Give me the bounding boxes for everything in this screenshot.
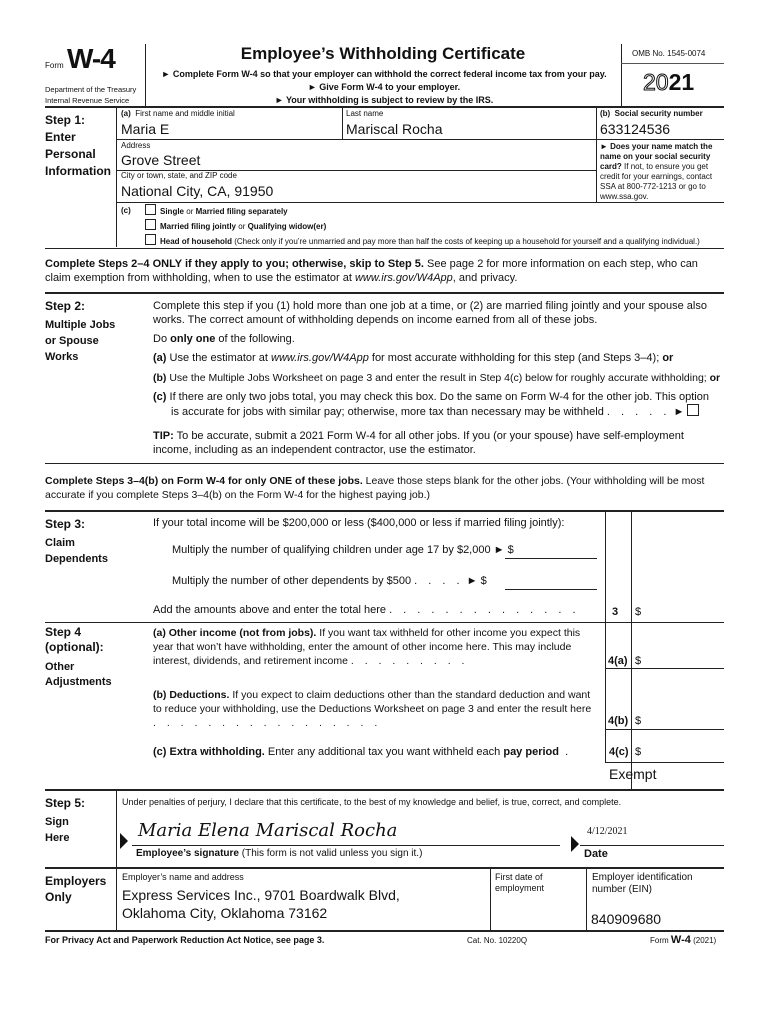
other-dependents-field[interactable] [505, 589, 597, 590]
last-name-label: Last name [346, 109, 384, 118]
signature-arrow-icon [120, 833, 128, 849]
employer-name-field[interactable]: Express Services Inc., 9701 Boardwalk Blvd, Oklahoma City, Oklahoma 73162 [122, 887, 400, 921]
step2-option-a: (a) Use the estimator at www.irs.gov/W4App for most accurate withholding for this step (and Steps 3–4); or [153, 352, 674, 364]
city-field[interactable]: National City, CA, 91950 [121, 183, 274, 199]
step2-option-b: (b) Use the Multiple Jobs Worksheet on page 3 and enter the result in Step 4(c) below for roughly accurate withholding; or [153, 372, 721, 384]
date-arrow-icon [571, 836, 579, 852]
form-number: W-4 [67, 43, 115, 74]
step4-label: Step 4 (optional): Other Adjustments [45, 625, 112, 688]
line-4c-field[interactable]: $ [635, 746, 642, 758]
address-label: Address [121, 141, 151, 150]
filing-tag: (c) [121, 206, 131, 215]
checkbox[interactable] [145, 234, 156, 245]
filing-option-single[interactable]: Single or Married filing separately [145, 204, 700, 219]
intro-steps-3-4b: Complete Steps 3–4(b) on Form W-4 for only ONE of these jobs. Leave those steps blank for the other jobs. (Your withholding will be most accurate if you complete Steps 3–4(b) on the Form W-4 for the highest paying job.) [45, 475, 705, 501]
perjury-statement: Under penalties of perjury, I declare that this certificate, to the best of my knowledge and belief, is true, correct, and complete. [122, 797, 622, 807]
step3-children: Multiply the number of qualifying children under age 17 by $2,000 ► $ [172, 544, 514, 556]
step3-other: Multiply the number of other dependents by $500 . . . . ► $ [172, 575, 487, 587]
filing-status [145, 204, 700, 249]
step2-tip: TIP: To be accurate, submit a 2021 Form W-4 for all other jobs. If you (or your spouse) have self-employment income, including as an independent contractor, use the estimator. [153, 430, 684, 456]
intro-steps-2-4: Complete Steps 2–4 ONLY if they apply to you; otherwise, skip to Step 5. See page 2 for more information on each step, who can claim exemption from withholding, when to use the estimator at www.irs.gov/W4App, and privacy. [45, 258, 698, 284]
step2-option-c: (c) If there are only two jobs total, you may check this box. Do the same on Form W-4 for the other job. This option is accurate for jobs with similar pay; otherwise, more tax than necessary may be withheld . . . . . ► [153, 391, 709, 418]
ein-field[interactable]: 840909680 [591, 911, 662, 927]
step3-intro: If your total income will be $200,000 or less ($400,000 or less if married filing jointly): [153, 517, 565, 529]
last-name-field[interactable]: Mariscal Rocha [346, 121, 443, 137]
employers-only-label: Employers Only [45, 874, 107, 904]
step4b-text: (b) Deductions. If you expect to claim deductions other than the standard deduction and want to reduce your withholding, use the Deductions Worksheet on page 3 and enter the result here . . . . . . . . . . . . . . . . . [153, 689, 592, 729]
step5-label: Step 5: Sign Here [45, 796, 86, 844]
first-name-label: (a) First name and middle initial [121, 109, 235, 118]
step1-label: Step 1: Enter Personal Information [45, 113, 111, 178]
exempt-entry[interactable]: Exempt [609, 766, 657, 782]
ssn-field[interactable]: 633124536 [600, 121, 671, 137]
first-name-field[interactable]: Maria E [121, 121, 170, 137]
first-date-label: First date of employment [495, 872, 545, 893]
line-4c-number: 4(c) [609, 746, 629, 758]
step2-label: Step 2: Multiple Jobs or Spouse Works [45, 299, 116, 363]
signature-date[interactable]: 4/12/2021 [587, 826, 628, 837]
step3-label: Step 3: Claim Dependents [45, 517, 108, 565]
line-4a-number: 4(a) [608, 655, 628, 667]
tax-year: 2021 [643, 69, 695, 95]
filing-option-head[interactable]: Head of household (Check only if you’re unmarried and pay more than half the costs of keeping up a household for yourself and a qualifying individual.) [145, 234, 700, 249]
omb-number: OMB No. 1545-0074 [632, 49, 706, 58]
department: Department of the Treasury Internal Revenue Service [45, 85, 137, 105]
step4c-text: (c) Extra withholding. Enter any additional tax you want withheld each pay period . [153, 746, 569, 758]
line-3-number: 3 [612, 606, 619, 618]
privacy-notice: For Privacy Act and Paperwork Reduction Act Notice, see page 3. [45, 935, 325, 945]
two-jobs-checkbox[interactable] [687, 404, 699, 416]
ssn-label: (b) Social security number [600, 109, 703, 118]
date-caption: Date [584, 848, 608, 860]
checkbox[interactable] [145, 219, 156, 230]
line-4a-field[interactable]: $ [635, 655, 642, 667]
signature-caption: Employee’s signature (This form is not valid unless you sign it.) [136, 848, 423, 859]
employer-name-label: Employer’s name and address [122, 872, 244, 882]
form-word: Form [45, 61, 64, 70]
employee-signature[interactable]: Maria Elena Mariscal Rocha [138, 820, 398, 841]
step4a-text: (a) Other income (not from jobs). If you want tax withheld for other income you expect this year that won’t have withholding, enter the amount of other income here. This may include interest, dividends, and retirement income . . . . . . . . . [153, 627, 581, 667]
city-label: City or town, state, and ZIP code [121, 171, 237, 180]
line-4b-field[interactable]: $ [635, 715, 642, 727]
footer-form-id: Form W-4 (2021) [650, 934, 717, 946]
step2-only-one: Do only one of the following. [153, 333, 295, 345]
line-4b-number: 4(b) [608, 715, 629, 727]
address-field[interactable]: Grove Street [121, 152, 201, 168]
form-title: Employee’s Withholding Certificate [240, 44, 526, 63]
filing-option-married[interactable]: Married filing jointly or Qualifying widow(er) [145, 219, 700, 234]
step3-total: Add the amounts above and enter the total here . . . . . . . . . . . . . . [153, 604, 580, 616]
children-amount-field[interactable] [505, 558, 597, 559]
checkbox[interactable] [145, 204, 156, 215]
ssn-note: ► Does your name match the name on your social security card? If not, to ensure you get credit for your earnings, contact SSA at 800-772-1213 or go to www.ssa.gov. [600, 142, 713, 201]
ein-label: Employer identification number (EIN) [592, 872, 693, 895]
line-3-field[interactable]: $ [635, 606, 642, 618]
step2-description: Complete this step if you (1) hold more than one job at a time, or (2) are married filing jointly and your spouse also works. The correct amount of withholding depends on income earned from all of these jobs. [153, 300, 707, 326]
catalog-number: Cat. No. 10220Q [467, 936, 528, 945]
form-instructions: ► Complete Form W-4 so that your employer can withhold the correct federal income tax from your pay. ► Give Form W-4 to your employer. ► Your withholding is subject to review by the IRS. [161, 69, 607, 105]
